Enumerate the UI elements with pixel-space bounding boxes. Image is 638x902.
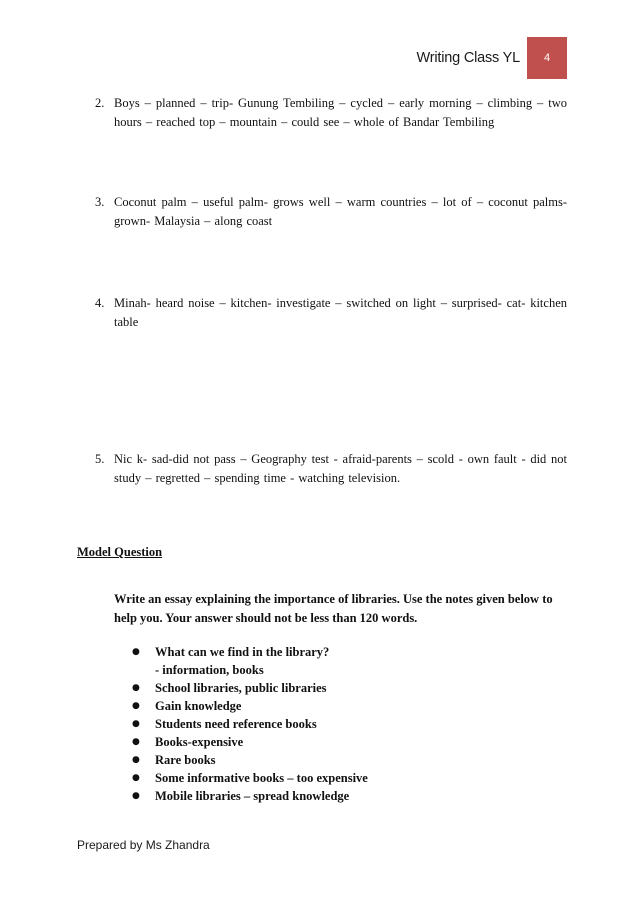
bullet-icon: ● [132, 719, 140, 729]
bullet-icon: ● [132, 737, 140, 747]
exercise-item-3 [95, 193, 567, 231]
list-item [132, 751, 368, 769]
bullet-icon: ● [132, 701, 140, 711]
header-title: Writing Class YL [416, 50, 520, 66]
footer-credit: Prepared by Ms Zhandra [77, 838, 210, 852]
bullet-icon: ● [132, 755, 140, 765]
item-text: Boys – planned – trip- Gunung Tembiling – cycled – early morning – climbing – two hours – reached top – mountain – could see – whole of Bandar Tembiling [114, 96, 567, 129]
item-number: 4. [95, 296, 105, 310]
list-item [132, 733, 368, 751]
note-subtext: - information, books [155, 663, 264, 677]
exercise-item-5 [95, 450, 567, 488]
page-number-badge [527, 37, 567, 79]
item-text: Coconut palm – useful palm- grows well – warm countries – lot of – coconut palms- grown- Malaysia – along coast [114, 195, 567, 228]
page-number: 4 [543, 52, 551, 64]
note-text: Mobile libraries – spread knowledge [155, 789, 350, 803]
bullet-icon: ● [132, 647, 140, 657]
list-item [132, 769, 368, 787]
bullet-icon: ● [132, 791, 140, 801]
list-item [132, 679, 368, 697]
note-text: Students need reference books [155, 717, 317, 731]
item-number: 2. [95, 96, 105, 110]
note-text: Some informative books – too expensive [155, 771, 368, 785]
list-item [132, 787, 368, 805]
model-question-instruction: Write an essay explaining the importance of libraries. Use the notes given below to help you. Your answer should not be less than 120 words. [114, 592, 553, 625]
exercise-item-2 [95, 94, 567, 132]
item-number: 5. [95, 452, 105, 466]
bullet-icon: ● [132, 773, 140, 783]
bullet-icon: ● [132, 683, 140, 693]
item-text: Minah- heard noise – kitchen- investigate – switched on light – surprised- cat- kitchen table [114, 296, 567, 329]
list-item [132, 715, 368, 733]
item-text: Nic k- sad-did not pass – Geography test - afraid-parents – scold - own fault - did not study – regretted – spending time - watching television. [114, 452, 567, 485]
list-item [132, 643, 368, 661]
list-item [132, 697, 368, 715]
note-text: What can we find in the library? [155, 645, 330, 659]
notes-list [132, 643, 368, 805]
note-text: Books-expensive [155, 735, 244, 749]
model-question-heading: Model Question [77, 545, 163, 559]
note-text: Gain knowledge [155, 699, 242, 713]
list-item-sub [132, 661, 368, 679]
note-text: School libraries, public libraries [155, 681, 327, 695]
note-text: Rare books [155, 753, 216, 767]
item-number: 3. [95, 195, 105, 209]
exercise-item-4 [95, 294, 567, 332]
